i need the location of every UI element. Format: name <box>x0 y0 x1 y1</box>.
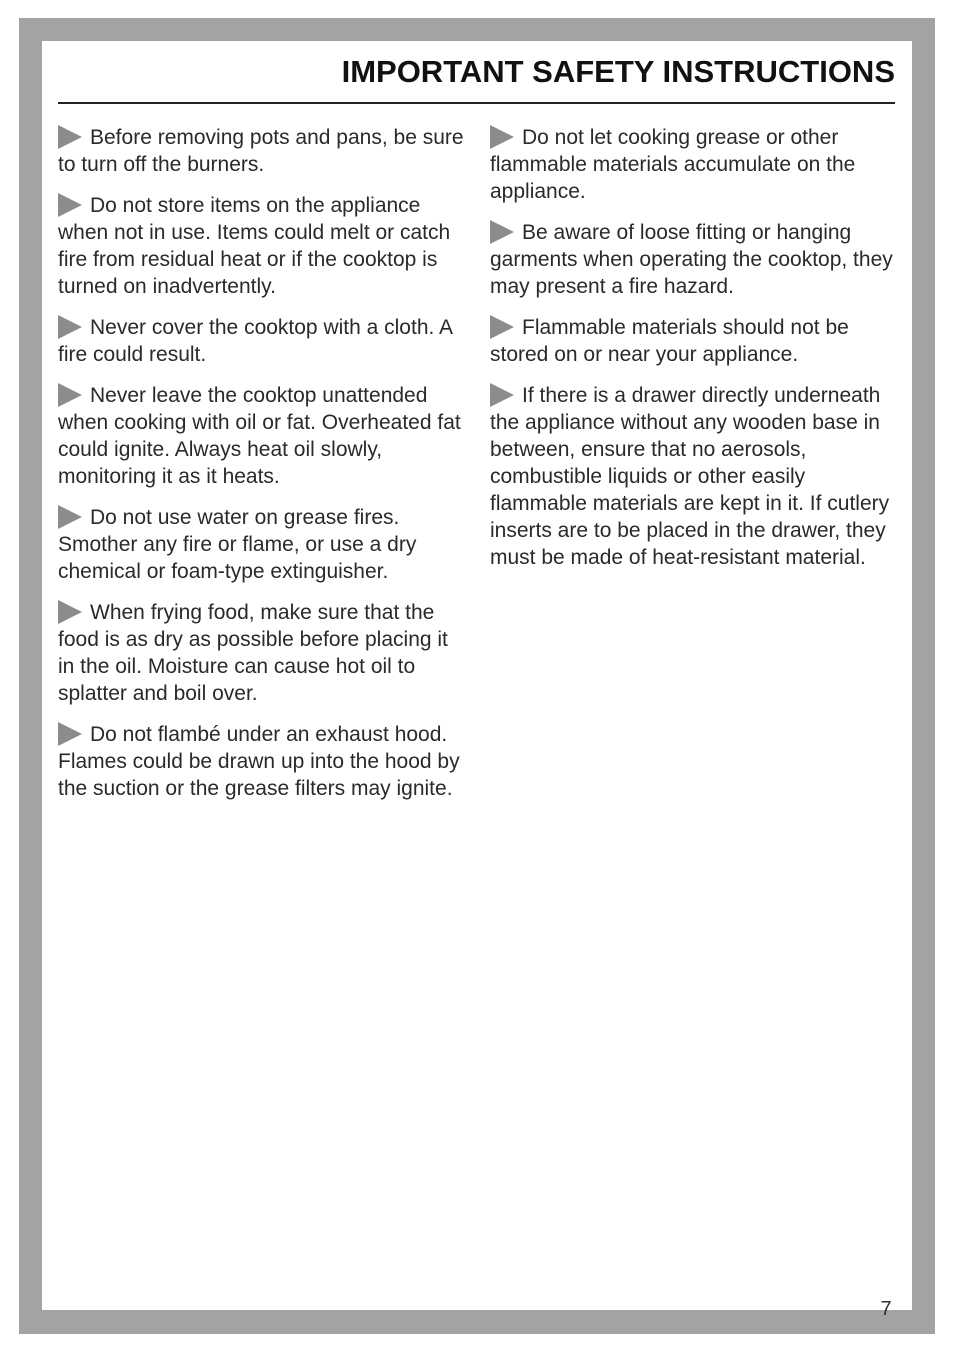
instruction-item <box>490 382 895 571</box>
left-column <box>58 124 468 816</box>
instruction-text: Be aware of loose fitting or hanging garments when operating the cooktop, they may present a fire hazard. <box>490 221 893 298</box>
instruction-text: Do not let cooking grease or other flammable materials accumulate on the appliance. <box>490 126 856 203</box>
triangle-right-icon <box>490 220 514 244</box>
triangle-right-icon <box>490 125 514 149</box>
instruction-item <box>58 599 468 707</box>
instruction-text: Flammable materials should not be stored on or near your appliance. <box>490 316 849 366</box>
instruction-text: Never leave the cooktop unattended when cooking with oil or fat. Overheated fat could ignite. Always heat oil slowly, monitoring it as it heats. <box>58 384 461 488</box>
triangle-right-icon <box>58 315 82 339</box>
instruction-item <box>490 314 895 368</box>
instruction-text: Do not store items on the appliance when not in use. Items could melt or catch fire from residual heat or if the cooktop is turned on inadvertently. <box>58 194 451 298</box>
triangle-right-icon <box>58 383 82 407</box>
triangle-right-icon <box>490 315 514 339</box>
triangle-right-icon <box>58 125 82 149</box>
instruction-item <box>490 124 895 205</box>
page-header <box>58 52 895 104</box>
instruction-text: When frying food, make sure that the food is as dry as possible before placing it in the oil. Moisture can cause hot oil to splatter and boil over. <box>58 601 448 705</box>
page-title: IMPORTANT SAFETY INSTRUCTIONS <box>341 54 895 89</box>
instruction-text: Never cover the cooktop with a cloth. A fire could result. <box>58 316 452 366</box>
instruction-text: Before removing pots and pans, be sure to turn off the burners. <box>58 126 464 176</box>
right-column <box>490 124 895 585</box>
page-number: 7 <box>880 1298 892 1320</box>
triangle-right-icon <box>58 193 82 217</box>
instruction-text: Do not flambé under an exhaust hood. Flames could be drawn up into the hood by the suction or the grease filters may ignite. <box>58 723 460 800</box>
instruction-text: Do not use water on grease fires. Smother any fire or flame, or use a dry chemical or foam-type extinguisher. <box>58 506 417 583</box>
triangle-right-icon <box>58 722 82 746</box>
triangle-right-icon <box>490 383 514 407</box>
triangle-right-icon <box>58 505 82 529</box>
instruction-item <box>58 721 468 802</box>
instruction-item <box>490 219 895 300</box>
instruction-item <box>58 382 468 490</box>
instruction-item <box>58 192 468 300</box>
instruction-text: If there is a drawer directly underneath the appliance without any wooden base in between, ensure that no aerosols, combustible liquids or other easily flammable materials are kept in it. If cutlery inserts are to be placed in the drawer, they must be made of heat-resistant material. <box>490 384 890 569</box>
instruction-item <box>58 124 468 178</box>
instruction-item <box>58 314 468 368</box>
triangle-right-icon <box>58 600 82 624</box>
instruction-item <box>58 504 468 585</box>
